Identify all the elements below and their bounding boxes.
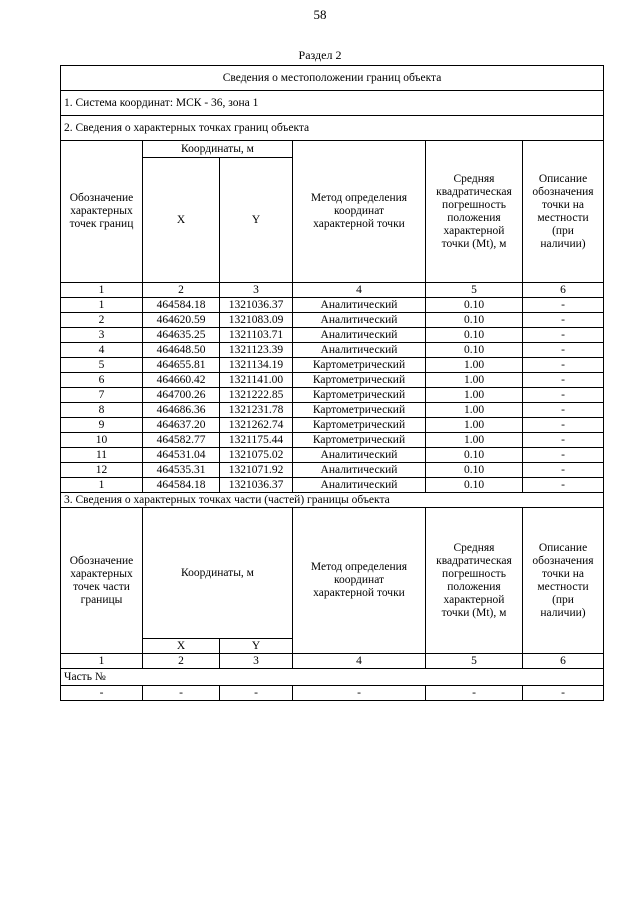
table-row <box>61 463 604 478</box>
point-method: Картометрический <box>293 418 426 433</box>
coordinate-system: 1. Система координат: МСК - 36, зона 1 <box>61 91 604 116</box>
table-row <box>61 388 604 403</box>
point-number: 12 <box>61 463 143 478</box>
part-column-number-row <box>61 654 604 669</box>
column-number: 3 <box>220 283 293 298</box>
part-cell: - <box>61 686 143 701</box>
part-cell: - <box>220 686 293 701</box>
part-column-number: 1 <box>61 654 143 669</box>
part-column-number: 2 <box>143 654 220 669</box>
table-row <box>61 313 604 328</box>
point-y: 1321134.19 <box>220 358 293 373</box>
point-y: 1321075.02 <box>220 448 293 463</box>
part-header-method: Метод определения координат характерной точки <box>293 508 426 654</box>
point-method: Картометрический <box>293 373 426 388</box>
point-method: Аналитический <box>293 343 426 358</box>
table-row <box>61 373 604 388</box>
point-x: 464635.25 <box>143 328 220 343</box>
part-header-accuracy: Средняя квадратическая погрешность положения характерной точки (Mt), м <box>426 508 523 654</box>
part-cell: - <box>523 686 604 701</box>
part-header-x: X <box>143 639 220 654</box>
table-row <box>61 298 604 313</box>
point-x: 464582.77 <box>143 433 220 448</box>
table-row <box>61 343 604 358</box>
point-description: - <box>523 343 604 358</box>
point-number: 3 <box>61 328 143 343</box>
point-x: 464584.18 <box>143 298 220 313</box>
part-label: Часть № <box>61 669 604 686</box>
point-method: Аналитический <box>293 298 426 313</box>
point-y: 1321123.39 <box>220 343 293 358</box>
part-header-coordinates: Координаты, м <box>143 508 293 639</box>
table-row <box>61 418 604 433</box>
point-number: 11 <box>61 448 143 463</box>
point-description: - <box>523 373 604 388</box>
part-header-designation: Обозначение характерных точек части границы <box>61 508 143 654</box>
table-row <box>61 433 604 448</box>
point-number: 8 <box>61 403 143 418</box>
point-description: - <box>523 418 604 433</box>
point-accuracy: 0.10 <box>426 448 523 463</box>
point-y: 1321141.00 <box>220 373 293 388</box>
point-x: 464620.59 <box>143 313 220 328</box>
table-title: Сведения о местоположении границ объекта <box>61 66 604 91</box>
point-description: - <box>523 358 604 373</box>
point-y: 1321262.74 <box>220 418 293 433</box>
point-method: Аналитический <box>293 463 426 478</box>
point-x: 464584.18 <box>143 478 220 493</box>
point-y: 1321231.78 <box>220 403 293 418</box>
point-accuracy: 0.10 <box>426 298 523 313</box>
header-method: Метод определения координат характерной точки <box>293 141 426 283</box>
point-method: Аналитический <box>293 448 426 463</box>
table-row <box>61 478 604 493</box>
part-column-number: 6 <box>523 654 604 669</box>
part-cell: - <box>143 686 220 701</box>
point-accuracy: 0.10 <box>426 313 523 328</box>
point-description: - <box>523 313 604 328</box>
part-column-number: 3 <box>220 654 293 669</box>
point-accuracy: 1.00 <box>426 358 523 373</box>
point-y: 1321071.92 <box>220 463 293 478</box>
point-y: 1321036.37 <box>220 298 293 313</box>
column-number: 5 <box>426 283 523 298</box>
point-number: 1 <box>61 298 143 313</box>
point-x: 464655.81 <box>143 358 220 373</box>
point-accuracy: 1.00 <box>426 433 523 448</box>
page-number: 58 <box>313 7 327 22</box>
point-accuracy: 1.00 <box>426 388 523 403</box>
point-method: Аналитический <box>293 328 426 343</box>
point-accuracy: 0.10 <box>426 478 523 493</box>
section-label: Раздел 2 <box>298 48 342 62</box>
point-number: 5 <box>61 358 143 373</box>
column-number: 1 <box>61 283 143 298</box>
part-section-title: 3. Сведения о характерных точках части (частей) границы объекта <box>61 493 604 508</box>
point-number: 6 <box>61 373 143 388</box>
point-accuracy: 0.10 <box>426 328 523 343</box>
point-number: 2 <box>61 313 143 328</box>
point-method: Картометрический <box>293 403 426 418</box>
point-method: Картометрический <box>293 388 426 403</box>
column-number: 4 <box>293 283 426 298</box>
points-section-title: 2. Сведения о характерных точках границ объекта <box>61 116 604 141</box>
point-method: Аналитический <box>293 313 426 328</box>
point-method: Картометрический <box>293 433 426 448</box>
point-accuracy: 1.00 <box>426 418 523 433</box>
point-x: 464637.20 <box>143 418 220 433</box>
point-description: - <box>523 463 604 478</box>
header-accuracy: Средняя квадратическая погрешность положения характерной точки (Mt), м <box>426 141 523 283</box>
column-number: 2 <box>143 283 220 298</box>
point-number: 4 <box>61 343 143 358</box>
point-description: - <box>523 403 604 418</box>
point-x: 464531.04 <box>143 448 220 463</box>
point-accuracy: 0.10 <box>426 463 523 478</box>
point-y: 1321103.71 <box>220 328 293 343</box>
point-x: 464660.42 <box>143 373 220 388</box>
point-number: 7 <box>61 388 143 403</box>
header-coordinates: Координаты, м <box>143 141 293 158</box>
point-number: 1 <box>61 478 143 493</box>
point-accuracy: 1.00 <box>426 403 523 418</box>
part-header-description: Описание обозначения точки на местности (при наличии) <box>523 508 604 654</box>
point-y: 1321083.09 <box>220 313 293 328</box>
point-description: - <box>523 298 604 313</box>
header-description: Описание обозначения точки на местности (при наличии) <box>523 141 604 283</box>
point-accuracy: 0.10 <box>426 343 523 358</box>
point-x: 464535.31 <box>143 463 220 478</box>
header-designation: Обозначение характерных точек границ <box>61 141 143 283</box>
part-cell: - <box>426 686 523 701</box>
point-x: 464648.50 <box>143 343 220 358</box>
part-data-row <box>61 686 604 701</box>
part-column-number: 5 <box>426 654 523 669</box>
point-accuracy: 1.00 <box>426 373 523 388</box>
point-description: - <box>523 478 604 493</box>
table-row <box>61 403 604 418</box>
table-row <box>61 328 604 343</box>
point-y: 1321175.44 <box>220 433 293 448</box>
column-number: 6 <box>523 283 604 298</box>
header-x: X <box>143 158 220 283</box>
column-number-row <box>61 283 604 298</box>
table-row <box>61 448 604 463</box>
point-number: 10 <box>61 433 143 448</box>
boundary-table <box>60 65 604 701</box>
point-x: 464700.26 <box>143 388 220 403</box>
point-method: Аналитический <box>293 478 426 493</box>
point-description: - <box>523 328 604 343</box>
header-y: Y <box>220 158 293 283</box>
part-cell: - <box>293 686 426 701</box>
part-header-y: Y <box>220 639 293 654</box>
point-description: - <box>523 433 604 448</box>
point-y: 1321036.37 <box>220 478 293 493</box>
point-description: - <box>523 448 604 463</box>
table-row <box>61 358 604 373</box>
point-y: 1321222.85 <box>220 388 293 403</box>
point-description: - <box>523 388 604 403</box>
point-x: 464686.36 <box>143 403 220 418</box>
part-column-number: 4 <box>293 654 426 669</box>
point-number: 9 <box>61 418 143 433</box>
point-method: Картометрический <box>293 358 426 373</box>
